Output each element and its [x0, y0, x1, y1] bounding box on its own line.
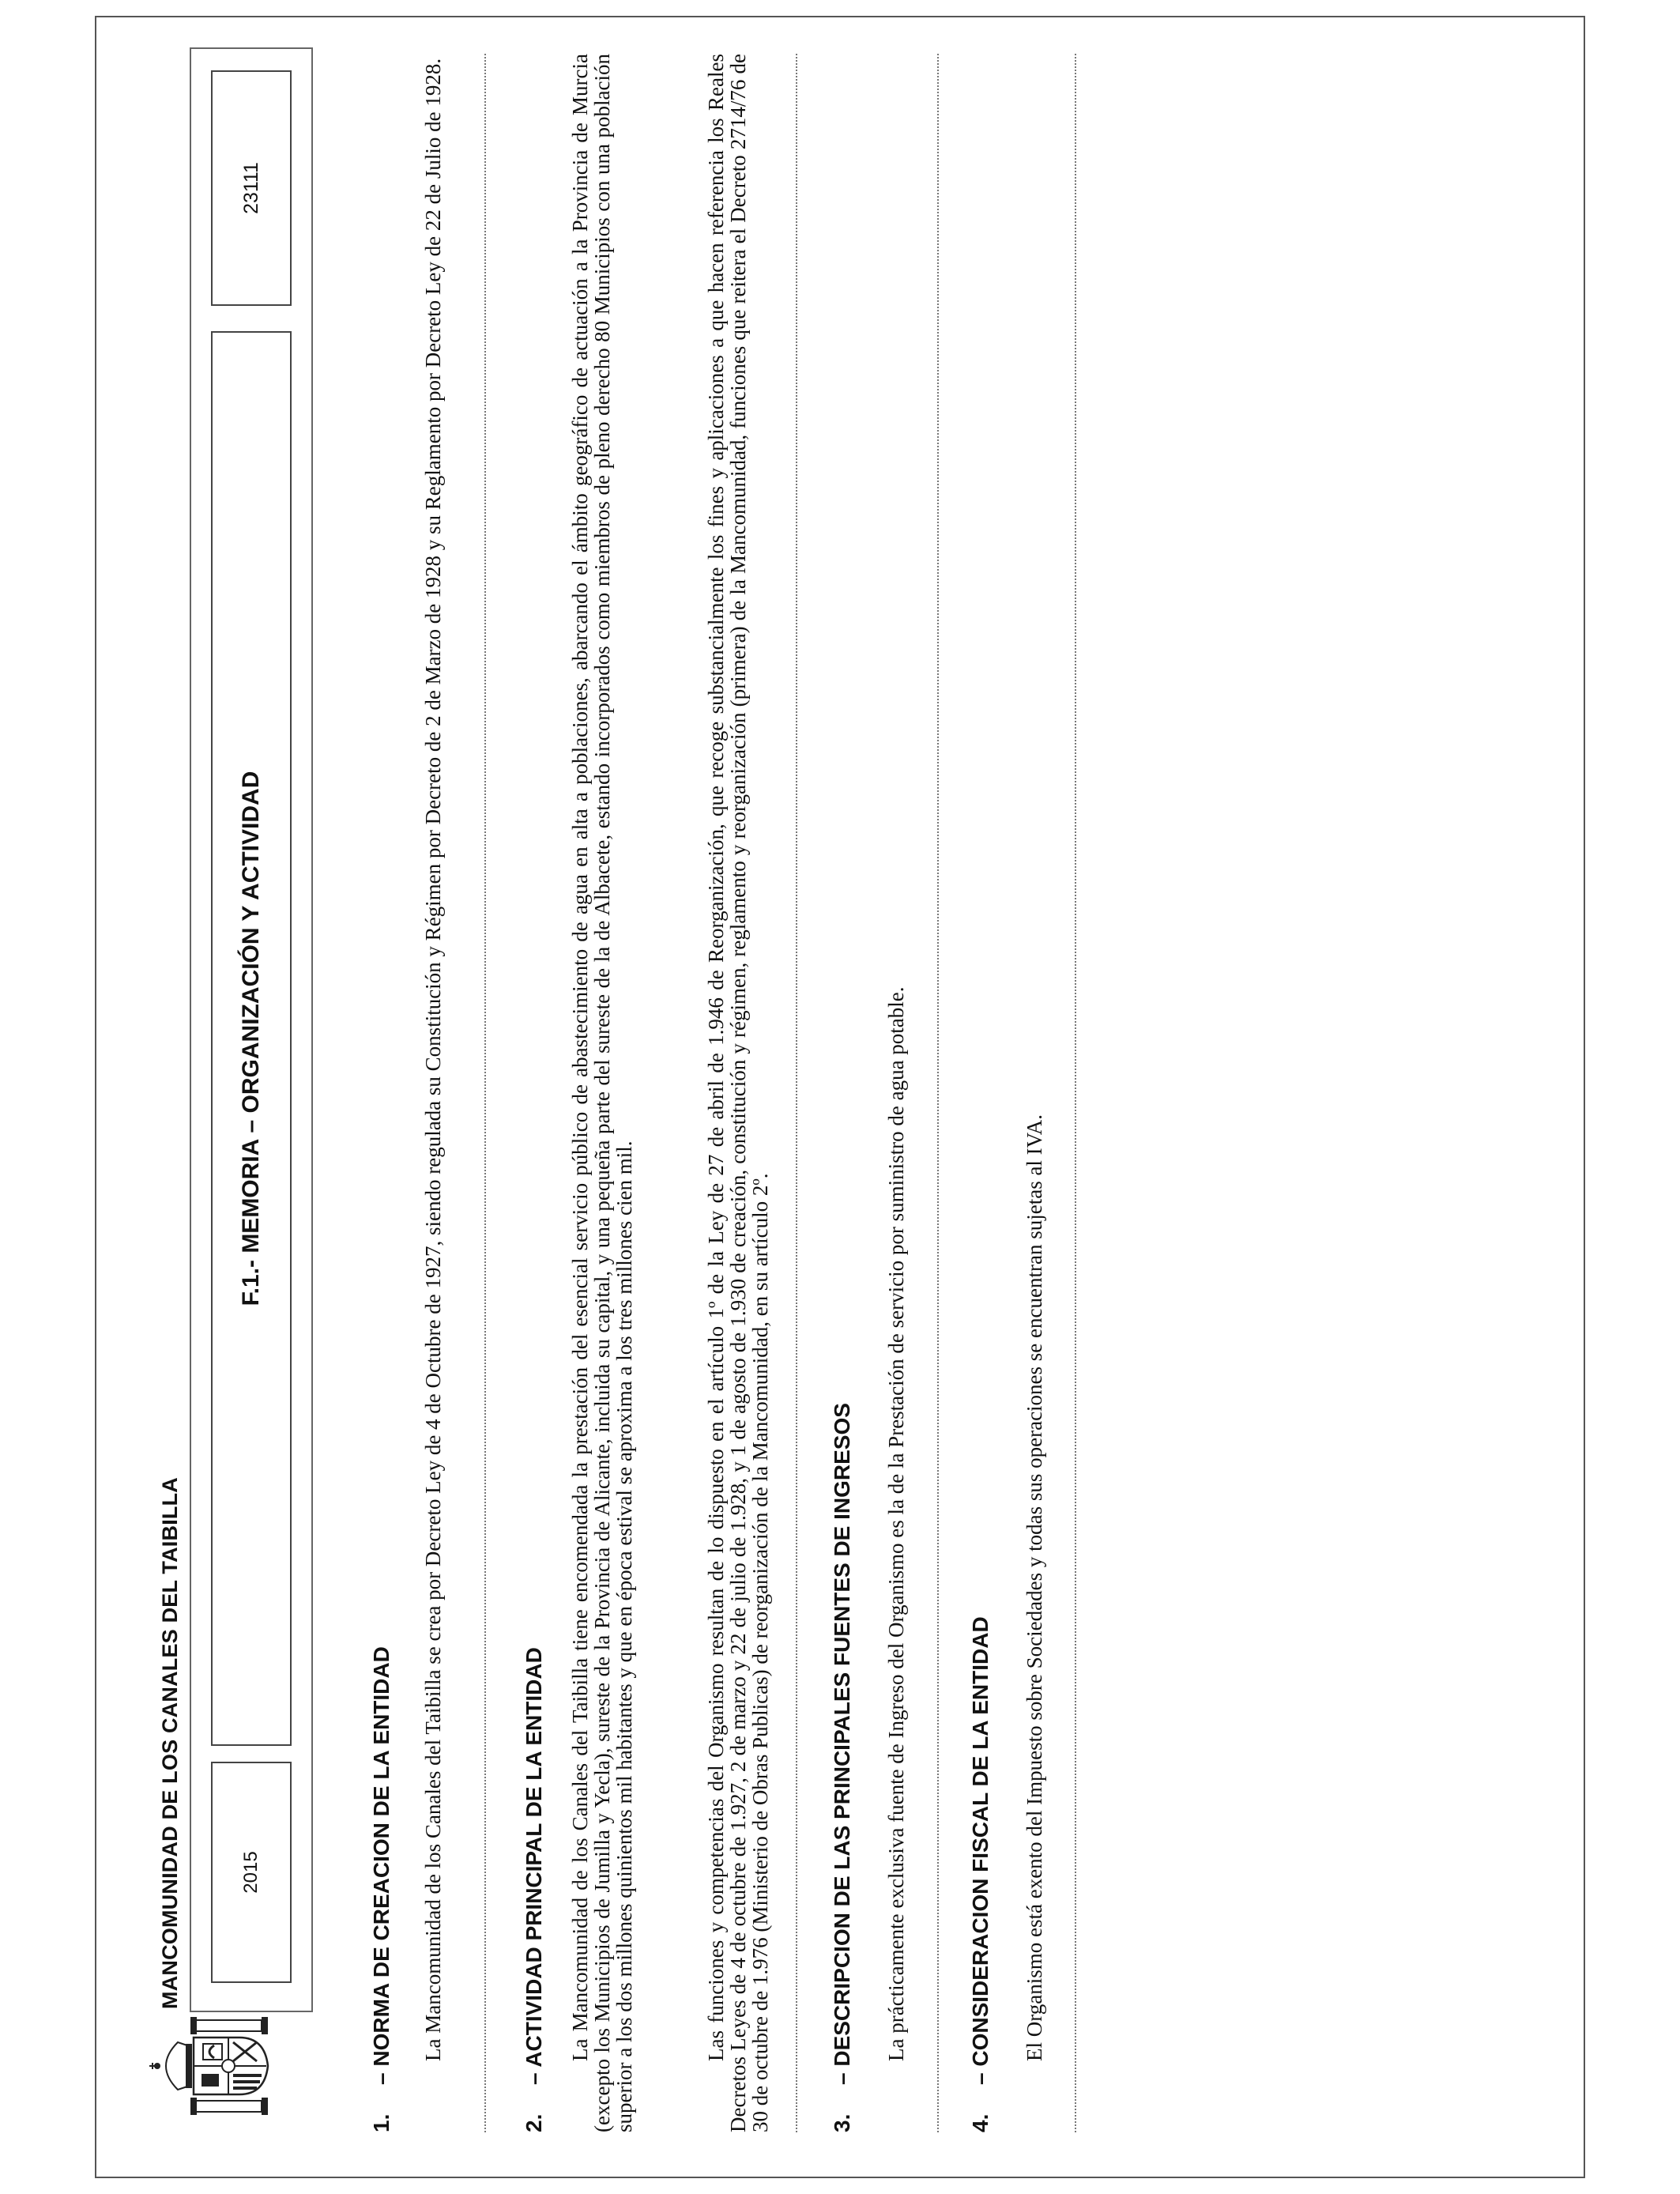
- section-2-paragraph-2: Las funciones y competencias del Organismo resultan de lo dispuesto en el artículo 1º de la Ley de 27 de abril de 1.946 de Reorganización, que recoge substancialmente los fines y aplicaciones a que hacen referencia los Reales Decretos Leyes de 4 de octubre de 1.927, 2 de marzo y 22 de julio de 1.928, y 1 de agosto de 1.930 de creación, constitución y régimen, reglamento y reorganización (primera) de la Mancomunidad, funciones que reitera el Decreto 2714/76 de 30 de octubre de 1.976 (Ministerio de Obras Publicas) de reorganización de la Mancomunidad, en su artículo 2º.: [704, 54, 772, 2132]
- section-title: – CONSIDERACION FISCAL DE LA ENTIDAD: [968, 1616, 993, 2085]
- document-page: [95, 16, 1585, 2178]
- section-divider: [796, 54, 797, 2132]
- coat-of-arms-icon: [146, 2015, 273, 2117]
- section-number: 1.: [369, 2113, 394, 2132]
- section-number: 3.: [830, 2113, 854, 2132]
- section-title: – NORMA DE CREACION DE LA ENTIDAD: [369, 1646, 394, 2085]
- section-title: – ACTIVIDAD PRINCIPAL DE LA ENTIDAD: [522, 1647, 546, 2085]
- section-4-heading: [968, 1616, 993, 2132]
- entity-code-box: 23111: [211, 70, 292, 306]
- document-title: F.1.- MEMORIA – ORGANIZACIÓN Y ACTIVIDAD: [211, 331, 292, 1746]
- organization-name: MANCOMUNIDAD DE LOS CANALES DEL TAIBILLA: [158, 1477, 182, 2009]
- year-box: 2015: [211, 1762, 292, 1983]
- section-4-paragraph-1: El Organismo está exento del Impuesto sobre Sociedades y todas sus operaciones se encuentran sujetas al IVA.: [1023, 1114, 1046, 2061]
- section-3-paragraph-1: La prácticamente exclusiva fuente de Ingreso del Organismo es la de la Prestación de servicio por suministro de agua potable.: [884, 986, 908, 2061]
- section-2-heading: [522, 1647, 547, 2132]
- section-title: – DESCRIPCION DE LAS PRINCIPALES FUENTES DE INGRESOS: [830, 1403, 854, 2085]
- section-divider: [937, 54, 939, 2132]
- header-box: [190, 47, 313, 2012]
- section-divider: [1075, 54, 1076, 2132]
- section-number: 2.: [522, 2113, 546, 2132]
- section-divider: [484, 54, 486, 2132]
- section-2-paragraph-1: La Mancomunidad de los Canales del Taibilla tiene encomendada la prestación del esencial servicio público de abastecimiento de agua en alta a poblaciones, abarcando el ámbito geográfico de actuación a la Provincia de Murcia (excepto los Municipios de Jumilla y Yecla), sureste de la Provincia de Alicante, incluida su capital, y una pequeña parte del sureste de la de Albacete, estando incorporados como miembros de pleno derecho 80 Municipios con una población superior a los dos millones quinientos mil habitantes y que en época estival se aproxima a los tres millones cien mil.: [568, 54, 636, 2132]
- section-number: 4.: [968, 2113, 993, 2132]
- section-1-heading: [369, 1646, 394, 2132]
- section-1-paragraph-1: La Mancomunidad de los Canales del Taibilla se crea por Decreto Ley de 4 de Octubre de 1927, siendo regulada su Constitución y Régimen por Decreto de 2 de Marzo de 1928 y su Reglamento por Decreto Ley de 22 de Julio de 1928.: [421, 58, 445, 2061]
- section-3-heading: [830, 1403, 855, 2132]
